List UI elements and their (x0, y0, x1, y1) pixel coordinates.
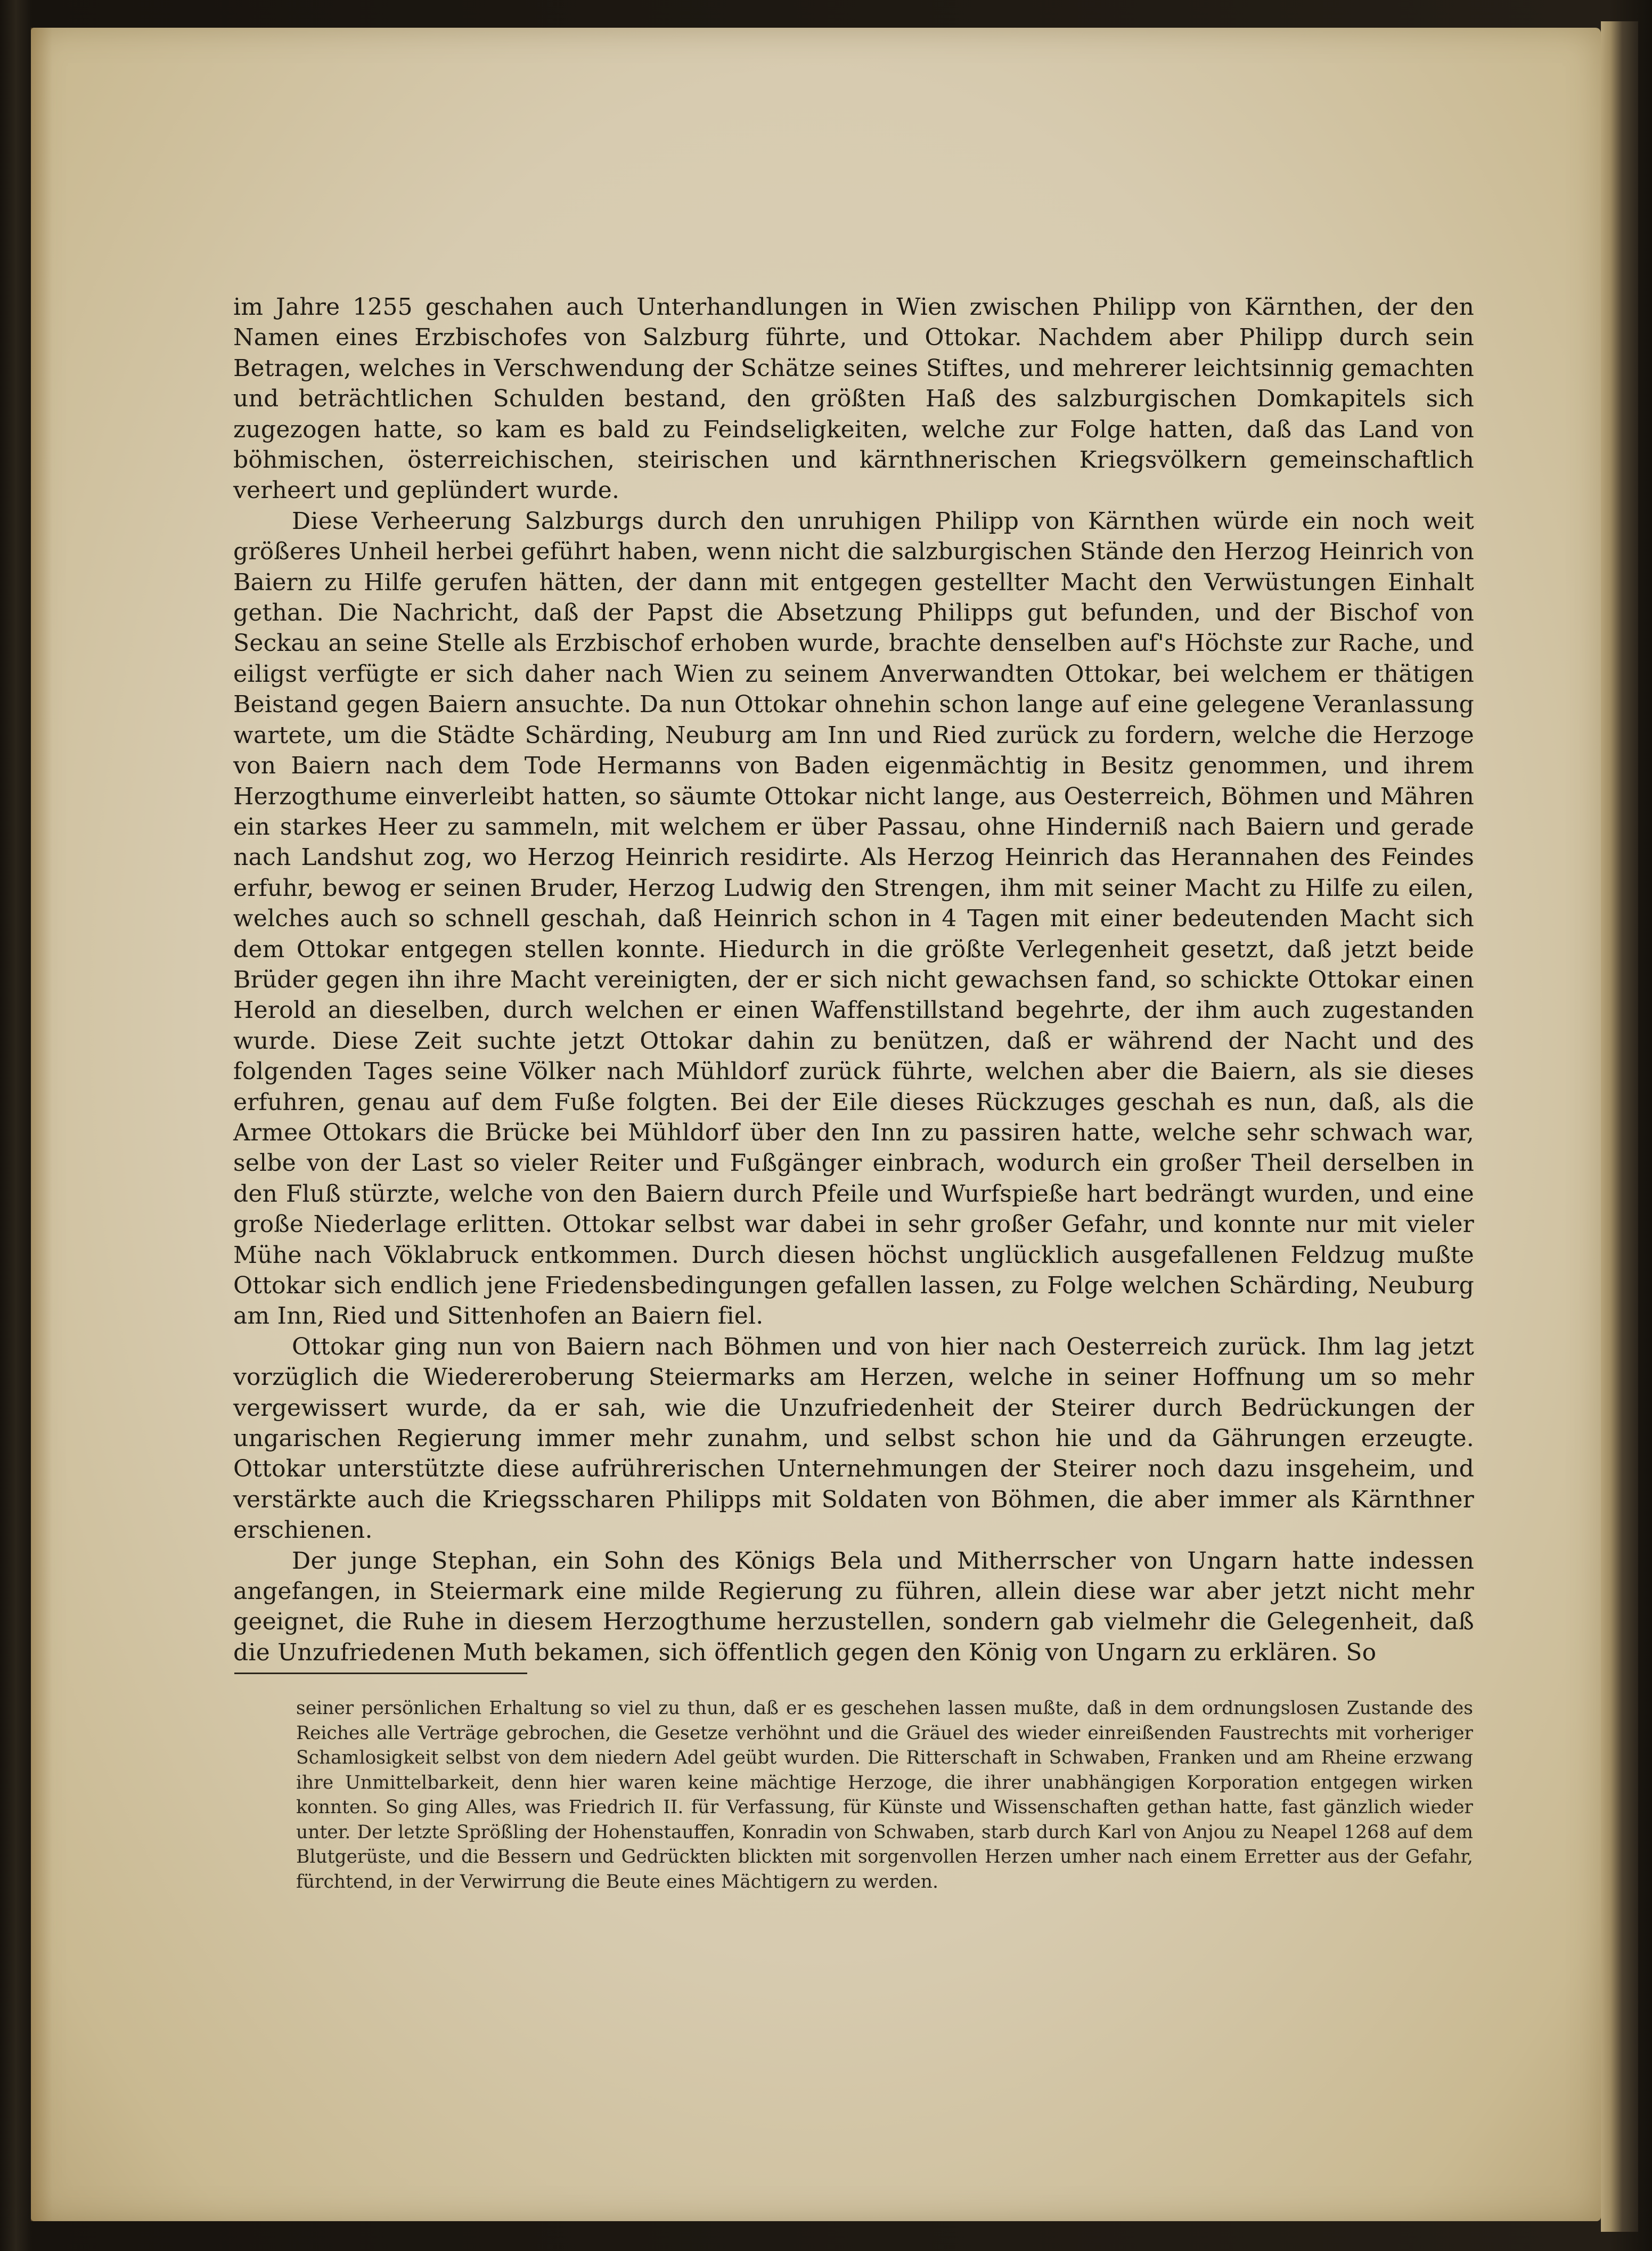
main-text (233, 292, 1474, 1668)
book-spine-edge (1601, 21, 1638, 2232)
footnote-divider (234, 1673, 527, 1674)
footnote (296, 1696, 1473, 1894)
footnote-text: seiner persönlichen Erhaltung so viel zu thun, daß er es geschehen lassen mußte, daß in dem ordnungslosen Zustande des Reiches alle Verträge gebrochen, die Gesetze verhöhnt und die Gräuel des wieder einreißenden Faustrechts mit vorheriger Schamlosigkeit selbst von dem niedern Adel geübt wurden. Die Ritterschaft in Schwaben, Franken und am Rheine erzwang ihre Unmittelbarkeit, denn hier waren keine mächtige Herzoge, die ihrer unabhängigen Korporation entgegen wirken konnten. So ging Alles, was Friedrich II. für Verfassung, für Künste und Wissenschaften gethan hatte, fast gänzlich wieder unter. Der letzte Sprößling der Hohenstauffen, Konradin von Schwaben, starb durch Karl von Anjou zu Neapel 1268 auf dem Blutgerüste, und die Bessern und Gedrückten blickten mit sorgenvollen Herzen umher nach einem Erretter aus der Gefahr, fürchtend, in der Verwirrung die Beute eines Mächtigern zu werden. (296, 1698, 1473, 1893)
paragraph: im Jahre 1255 geschahen auch Unterhandlungen in Wien zwischen Philipp von Kärnthen, der den Namen eines Erzbischofes von Salzburg führte, und Ottokar. Nachdem aber Philipp durch sein Betragen, welches in Verschwendung der Schätze seines Stiftes, und mehrerer leichtsinnig gemachten und beträchtlichen Schulden bestand, den größten Haß des salzburgischen Domkapitels sich zugezogen hatte, so kam es bald zu Feindseligkeiten, welche zur Folge hatten, daß das Land von böhmischen, österreichischen, steirischen und kärnthnerischen Kriegsvölkern gemeinschaftlich verheert und geplündert wurde. (233, 293, 1474, 504)
paragraph: Diese Verheerung Salzburgs durch den unruhigen Philipp von Kärnthen würde ein noch weit größeres Unheil herbei geführt haben, wenn nicht die salzburgischen Stände den Herzog Heinrich von Baiern zu Hilfe gerufen hätten, der dann mit entgegen gestellter Macht den Verwüstungen Einhalt gethan. Die Nachricht, daß der Papst die Absetzung Philipps gut befunden, und der Bischof von Seckau an seine Stelle als Erzbischof erhoben wurde, brachte denselben auf's Höchste zur Rache, und eiligst verfügte er sich daher nach Wien zu seinem Anverwandten Ottokar, bei welchem er thätigen Beistand gegen Baiern ansuchte. Da nun Ottokar ohnehin schon lange auf eine gelegene Veranlassung wartete, um die Städte Schärding, Neuburg am Inn und Ried zurück zu fordern, welche die Herzoge von Baiern nach dem Tode Hermanns von Baden eigenmächtig in Besitz genommen, und ihrem Herzogthume einverleibt hatten, so säumte Ottokar nicht lange, aus Oesterreich, Böhmen und Mähren ein starkes Heer zu sammeln, mit welchem er über Passau, ohne Hinderniß nach Baiern und gerade nach Landshut zog, wo Herzog Heinrich residirte. Als Herzog Heinrich das Herannahen des Feindes erfuhr, bewog er seinen Bruder, Herzog Ludwig den Strengen, ihm mit seiner Macht zu Hilfe zu eilen, welches auch so schnell geschah, daß Heinrich schon in 4 Tagen mit einer bedeutenden Macht sich dem Ottokar entgegen stellen konnte. Hiedurch in die größte Verlegenheit gesetzt, daß jetzt beide Brüder gegen ihn ihre Macht vereinigten, der er sich nicht gewachsen fand, so schickte Ottokar einen Herold an dieselben, durch welchen er einen Waffenstillstand begehrte, der ihm auch zugestanden wurde. Diese Zeit suchte jetzt Ottokar dahin zu benützen, daß er während der Nacht und des folgenden Tages seine Völker nach Mühldorf zurück führte, welchen aber die Baiern, als sie dieses erfuhren, genau auf dem Fuße folgten. Bei der Eile dieses Rückzuges geschah es nun, daß, als die Armee Ottokars die Brücke bei Mühldorf über den Inn zu passiren hatte, welche sehr schwach war, selbe von der Last so vieler Reiter und Fußgänger einbrach, wodurch ein großer Theil derselben in den Fluß stürzte, welche von den Baiern durch Pfeile und Wurfspieße hart bedrängt wurden, und eine große Niederlage erlitten. Ottokar selbst war dabei in sehr großer Gefahr, und konnte nur mit vieler Mühe nach Vöklabruck entkommen. Durch diesen höchst unglücklich ausgefallenen Feldzug mußte Ottokar sich endlich jene Friedensbedingungen gefallen lassen, zu Folge welchen Schärding, Neuburg am Inn, Ried und Sittenhofen an Baiern fiel. (233, 507, 1474, 1330)
paragraph: Der junge Stephan, ein Sohn des Königs Bela und Mitherrscher von Ungarn hatte indessen angefangen, in Steiermark eine milde Regierung zu führen, allein diese war aber jetzt nicht mehr geeignet, die Ruhe in diesem Herzogthume herzustellen, sondern gab vielmehr die Gelegenheit, daß die Unzufriedenen Muth bekamen, sich öffentlich gegen den König von Ungarn zu erklären. So (233, 1547, 1474, 1666)
paragraph: Ottokar ging nun von Baiern nach Böhmen und von hier nach Oesterreich zurück. Ihm lag jetzt vorzüglich die Wiedereroberung Steiermarks am Herzen, welche in seiner Hoffnung um so mehr vergewissert wurde, da er sah, wie die Unzufriedenheit der Steirer durch Bedrückungen der ungarischen Regierung immer mehr zunahm, und selbst schon hie und da Gährungen erzeugte. Ottokar unterstützte diese aufrührerischen Unternehmungen der Steirer noch dazu insgeheim, und verstärkte auch die Kriegsscharen Philipps mit Soldaten von Böhmen, die aber immer als Kärnthner erschienen. (233, 1333, 1474, 1544)
page-edge-stain (31, 28, 52, 2221)
